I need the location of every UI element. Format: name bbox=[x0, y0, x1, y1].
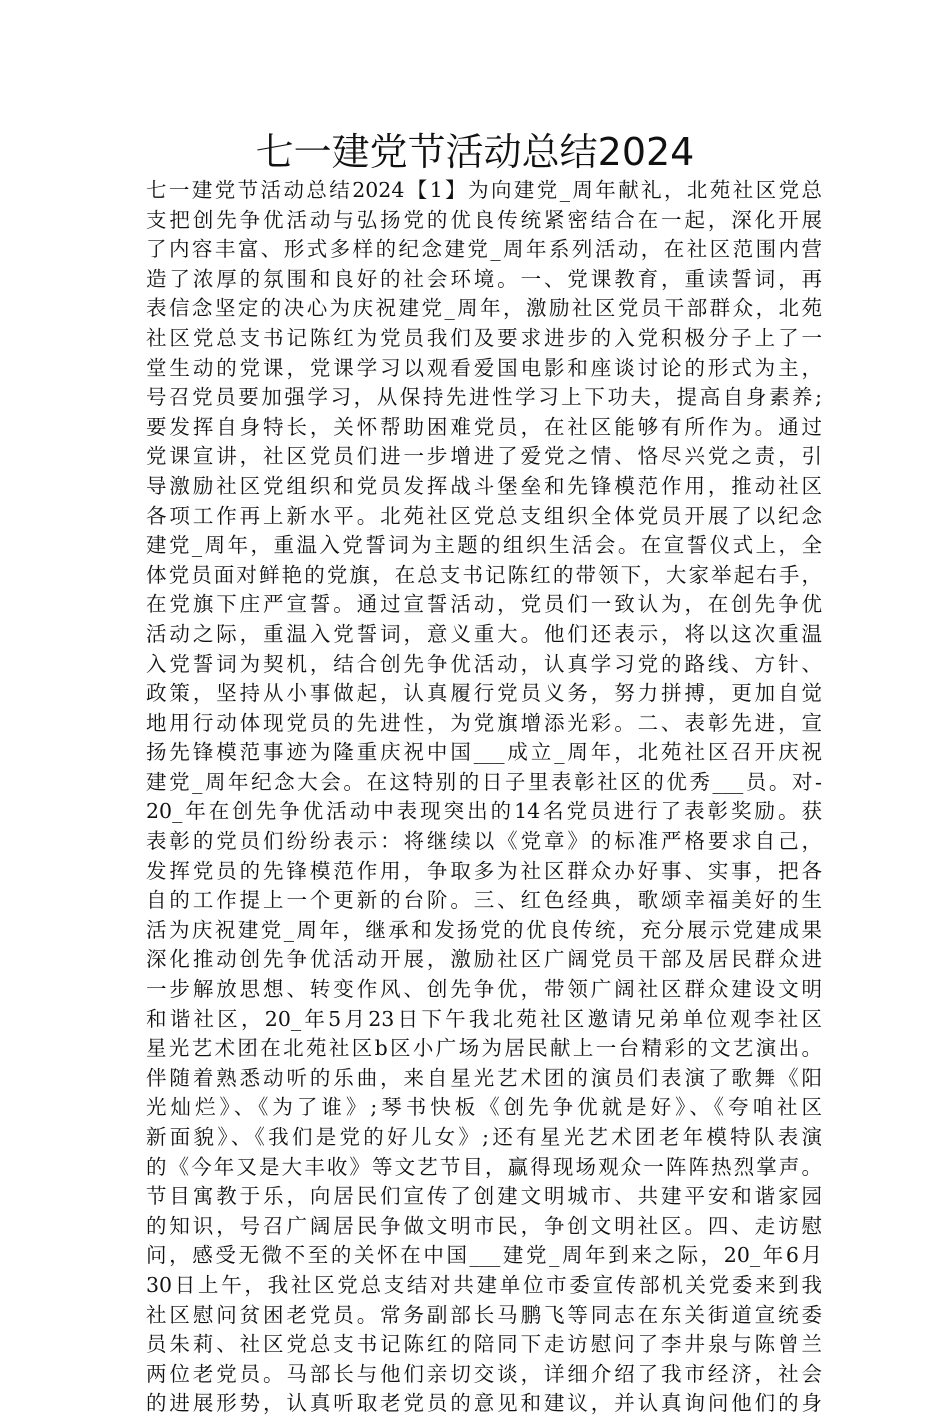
document-title: 七一建党节活动总结2024 bbox=[255, 130, 695, 174]
body-text-line: 员朱莉、社区党总支书记陈红的陪同下走访慰问了李井泉与陈曾兰 bbox=[146, 1332, 822, 1357]
body-text-line: 自的工作提上一个更新的台阶。三、红色经典，歌颂幸福美好的生 bbox=[146, 888, 822, 913]
body-text-line: 要发挥自身特长，关怀帮助困难党员，在社区能够有所作为。通过 bbox=[146, 414, 822, 439]
body-text-line: 节目寓教于乐，向居民们宣传了创建文明城市、共建平安和谐家园 bbox=[146, 1184, 822, 1209]
body-text-line: 和谐社区，20_年5月23日下午我北苑社区邀请兄弟单位观李社区 bbox=[146, 1006, 822, 1031]
body-text-line: 表信念坚定的决心为庆祝建党_周年，激励社区党员干部群众，北苑 bbox=[146, 296, 822, 321]
body-text-line: 的知识，号召广阔居民争做文明市民，争创文明社区。四、走访慰 bbox=[146, 1213, 822, 1238]
body-text-line: 七一建党节活动总结2024【1】为向建党_周年献礼，北苑社区党总 bbox=[146, 178, 822, 202]
body-text-line: 星光艺术团在北苑社区b区小广场为居民献上一台精彩的文艺演出。 bbox=[146, 1036, 822, 1061]
body-text-line: 的进展形势，认真听取老党员的意见和建议，并认真询问他们的身 bbox=[146, 1391, 822, 1416]
body-text-line: 入党誓词为契机，结合创先争优活动，认真学习党的路线、方针、 bbox=[146, 651, 822, 676]
body-text-line: 伴随着熟悉动听的乐曲，来自星光艺术团的演员们表演了歌舞《阳 bbox=[146, 1065, 822, 1090]
body-text-line: 发挥党员的先锋模范作用，争取多为社区群众办好事、实事，把各 bbox=[146, 858, 822, 883]
document-body bbox=[146, 176, 822, 1419]
body-text-line: 光灿烂》、《为了谁》;琴书快板《创先争优就是好》、《夸咱社区 bbox=[146, 1095, 822, 1120]
body-text-line: 社区党总支书记陈红为党员我们及要求进步的入党积极分子上了一 bbox=[146, 325, 822, 350]
body-text-line: 20_年在创先争优活动中表现突出的14名党员进行了表彰奖励。获 bbox=[146, 799, 822, 824]
body-text-line: 地用行动体现党员的先进性，为党旗增添光彩。二、表彰先进，宣 bbox=[146, 710, 822, 735]
body-text-line: 深化推动创先争优活动开展，激励社区广阔党员干部及居民群众进 bbox=[146, 947, 822, 972]
body-text-line: 党课宣讲，社区党员们进一步增进了爱党之情、恪尽兴党之责，引 bbox=[146, 444, 822, 469]
body-text-line: 政策，坚持从小事做起，认真履行党员义务，努力拼搏，更加自觉 bbox=[146, 681, 822, 706]
body-text-line: 表彰的党员们纷纷表示：将继续以《党章》的标准严格要求自己， bbox=[146, 829, 822, 854]
body-text-line: 各项工作再上新水平。北苑社区党总支组织全体党员开展了以纪念 bbox=[146, 503, 822, 528]
body-text-line: 两位老党员。马部长与他们亲切交谈，详细介绍了我市经济，社会 bbox=[146, 1361, 822, 1386]
body-text-line: 扬先锋模范事迹为隆重庆祝中国___成立_周年，北苑社区召开庆祝 bbox=[146, 740, 822, 765]
body-text-line: 了内容丰富、形式多样的纪念建党_周年系列活动，在社区范围内营 bbox=[146, 237, 822, 262]
body-text-line: 新面貌》、《我们是党的好儿女》;还有星光艺术团老年模特队表演 bbox=[146, 1125, 822, 1149]
body-text-line: 活为庆祝建党_周年，继承和发扬党的优良传统，充分展示党建成果 bbox=[146, 917, 822, 942]
body-text-line: 在党旗下庄严宣誓。通过宣誓活动，党员们一致认为，在创先争优 bbox=[146, 592, 822, 617]
body-text-line: 造了浓厚的氛围和良好的社会环境。一、党课教育，重读誓词，再 bbox=[146, 266, 822, 291]
body-text-line: 导激励社区党组织和党员发挥战斗堡垒和先锋模范作用，推动社区 bbox=[146, 473, 822, 498]
body-text-line: 一步解放思想、转变作风、创先争优，带领广阔社区群众建设文明 bbox=[146, 977, 822, 1002]
body-text-line: 堂生动的党课，党课学习以观看爱国电影和座谈讨论的形式为主， bbox=[146, 355, 822, 380]
body-text-line: 支把创先争优活动与弘扬党的优良传统紧密结合在一起，深化开展 bbox=[146, 207, 822, 232]
body-text-line: 建党_周年纪念大会。在这特别的日子里表彰社区的优秀___员。对- bbox=[146, 769, 822, 794]
body-text-line: 问，感受无微不至的关怀在中国___建党_周年到来之际，20_年6月 bbox=[146, 1243, 822, 1268]
body-text-line: 30日上午，我社区党总支结对共建单位市委宣传部机关党委来到我 bbox=[146, 1272, 822, 1297]
body-text-line: 社区慰问贫困老党员。常务副部长马鹏飞等同志在东关街道宣统委 bbox=[146, 1302, 822, 1327]
body-text-line: 活动之际，重温入党誓词，意义重大。他们还表示，将以这次重温 bbox=[146, 621, 822, 646]
body-text-line: 建党_周年，重温入党誓词为主题的组织生活会。在宣誓仪式上，全 bbox=[146, 533, 822, 558]
body-text-line: 体党员面对鲜艳的党旗，在总支书记陈红的带领下，大家举起右手， bbox=[146, 562, 822, 587]
body-text-line: 的《今年又是大丰收》等文艺节目，赢得现场观众一阵阵热烈掌声。 bbox=[146, 1154, 822, 1179]
body-text-line: 号召党员要加强学习，从保持先进性学习上下功夫，提高自身素养; bbox=[146, 385, 822, 410]
